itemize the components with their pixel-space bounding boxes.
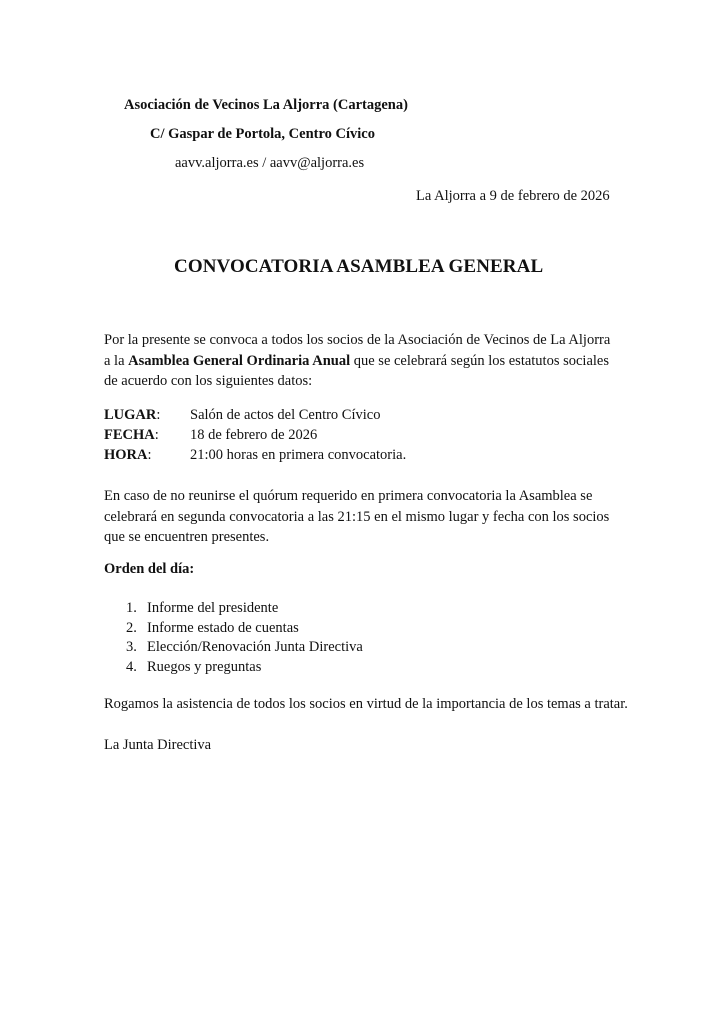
- quorum-line-2: celebrará en segunda convocatoria a las 21:15 en el mismo lugar y fecha con los socios: [104, 508, 610, 525]
- agenda-item-number: 3.: [126, 639, 137, 655]
- intro-line-3: de acuerdo con los siguientes datos:: [104, 373, 313, 389]
- detail-label: HORA: [104, 447, 148, 463]
- quorum-line-1: En caso de no reunirse el quórum requerido en primera convocatoria la Asamblea se: [104, 488, 593, 504]
- association-address: C/ Gaspar de Portola, Centro Cívico: [150, 126, 375, 142]
- intro-paragraph: [104, 330, 610, 392]
- detail-colon: :: [156, 407, 161, 423]
- association-contact: aavv.aljorra.es / aavv@aljorra.es: [175, 155, 365, 171]
- detail-label: LUGAR: [104, 407, 157, 423]
- agenda-item-text: Informe del presidente: [147, 600, 279, 616]
- signature: La Junta Directiva: [104, 737, 212, 753]
- agenda-item-text: Ruegos y preguntas: [147, 658, 262, 675]
- agenda-item-number: 2.: [126, 619, 137, 636]
- quorum-line-3: que se encuentren presentes.: [104, 529, 270, 545]
- detail-label: FECHA: [104, 427, 155, 443]
- agenda-item-number: 1.: [126, 600, 137, 616]
- detail-value: Salón de actos del Centro Cívico: [190, 407, 381, 423]
- quorum-paragraph: [104, 486, 609, 548]
- intro-line-2-pre: a la: [104, 352, 129, 369]
- place-date: La Aljorra a 9 de febrero de 2026: [416, 188, 610, 204]
- detail-colon: :: [147, 447, 152, 463]
- detail-value: 18 de febrero de 2026: [190, 427, 318, 443]
- agenda-heading: Orden del día:: [104, 561, 195, 577]
- assembly-type: Asamblea General Ordinaria Anual: [128, 352, 351, 369]
- detail-value: 21:00 horas en primera convocatoria.: [190, 447, 407, 463]
- agenda-item-text: Informe estado de cuentas: [147, 619, 299, 636]
- closing-paragraph: Rogamos la asistencia de todos los socios en virtud de la importancia de los temas a tratar.: [104, 696, 628, 712]
- agenda-item-text: Elección/Renovación Junta Directiva: [147, 639, 363, 655]
- intro-line-1: Por la presente se convoca a todos los socios de la Asociación de Vecinos de La Aljorra: [104, 332, 611, 348]
- agenda-item-number: 4.: [126, 658, 137, 675]
- document-title: CONVOCATORIA ASAMBLEA GENERAL: [174, 256, 544, 277]
- detail-colon: :: [154, 427, 159, 443]
- association-name: Asociación de Vecinos La Aljorra (Cartagena): [124, 97, 408, 113]
- intro-line-2-post: que se celebrará según los estatutos sociales: [350, 352, 610, 369]
- intro-line-2: [104, 351, 610, 372]
